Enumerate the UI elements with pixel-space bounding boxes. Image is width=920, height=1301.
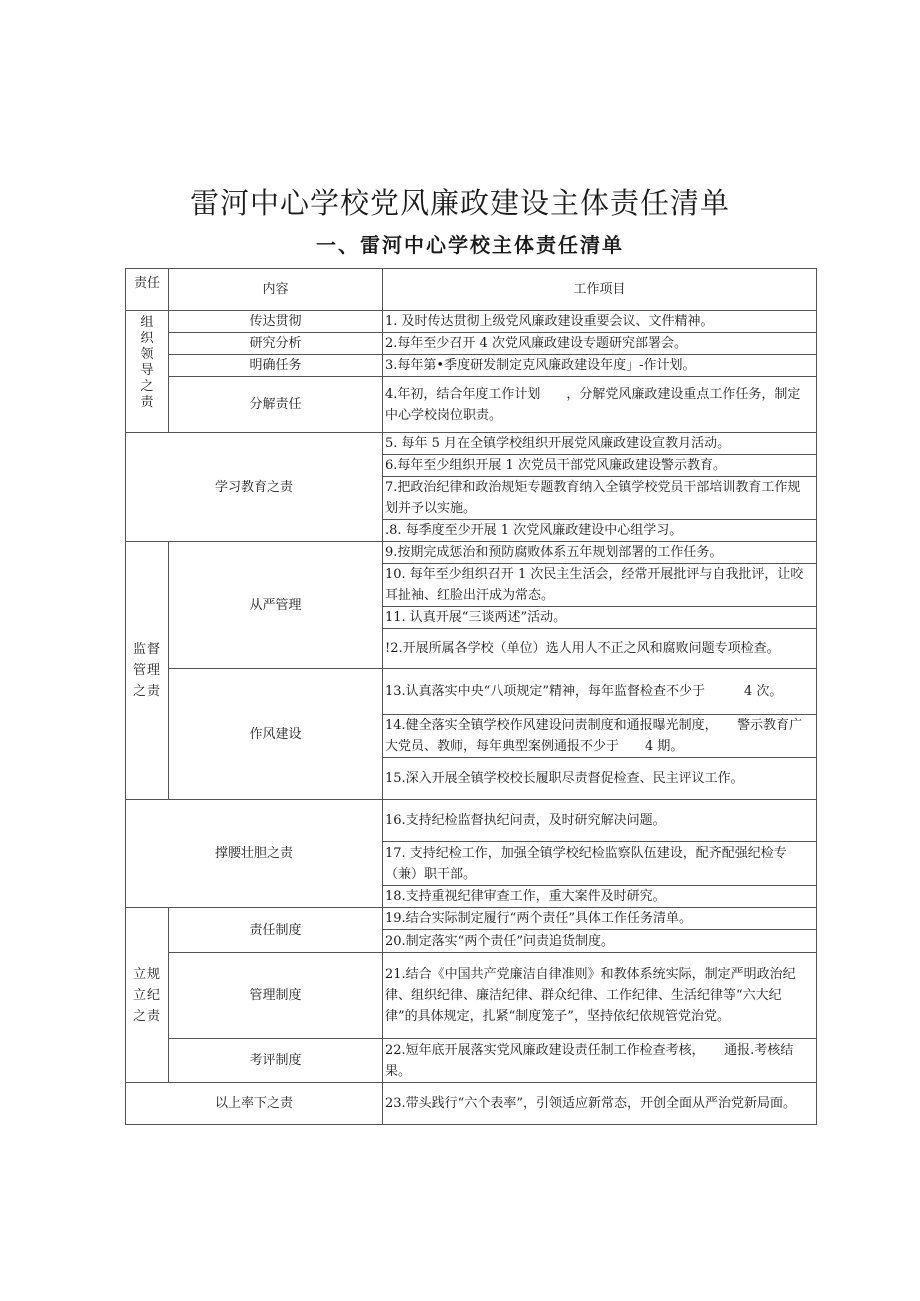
- table-row: [126, 433, 817, 455]
- item-cell: 13.认真落实中央“八项规定”精神，每年监督检查不少于 4 次。: [383, 669, 817, 715]
- item-cell: 6.每年至少组织开展 1 次党员干部党风廉政建设警示教育。: [383, 455, 817, 477]
- category-label: 立规立纪之责: [133, 966, 162, 1024]
- table-row: [126, 800, 817, 842]
- table-header-row: [126, 269, 817, 311]
- item-cell: .8. 每季度至少开展 1 次党风廉政建设中心组学习。: [383, 520, 817, 542]
- category-education: 学习教育之责: [126, 433, 383, 542]
- item-cell: 10. 每年至少组织召开 1 次民主生活会，经常开展批评与自我批评，让咬耳扯袖、红脸出汗成为常态。: [383, 564, 817, 607]
- item-cell: 17. 支持纪检工作，加强全镇学校纪检监察队伍建设，配齐配强纪检专（兼）职干部。: [383, 842, 817, 886]
- item-cell: 20.制定落实“两个责任”问责追货制度。: [383, 930, 817, 953]
- page-title: 雷河中心学校党风廉政建设主体责任清单: [189, 186, 730, 220]
- content-cell: 研究分析: [169, 333, 383, 355]
- category-supervision: [126, 542, 169, 800]
- table-row: [126, 333, 817, 355]
- header-responsibility: 责任: [126, 269, 169, 311]
- table-row: [126, 1083, 817, 1125]
- responsibility-table: [125, 268, 817, 1125]
- page-subtitle: 一、雷河中心学校主体责任清单: [316, 233, 624, 257]
- content-cell: 责任制度: [169, 908, 383, 953]
- item-cell: 22.短年底开展落实党风廉政建设责任制工作检查考核， 通报.考核结果。: [383, 1039, 817, 1083]
- content-cell: 分解责任: [169, 377, 383, 433]
- item-cell: 2.每年至少召开 4 次党风廉政建设专题研究部署会。: [383, 333, 817, 355]
- content-cell: 作风建设: [169, 669, 383, 800]
- item-cell: 14.健全落实全镇学校作风建设问责制度和通报曝光制度， 警示教育广大党员、教师，每年典型案例通报不少于 4 期。: [383, 715, 817, 758]
- content-cell: 管理制度: [169, 953, 383, 1039]
- content-cell: 从严管理: [169, 542, 383, 669]
- header-items: 工作项目: [383, 269, 817, 311]
- item-cell: 11. 认真开展“三谈两述”活动。: [383, 607, 817, 629]
- content-cell: 明确任务: [169, 355, 383, 377]
- item-cell: 18.支持重视纪律审查工作，重大案件及时研究。: [383, 886, 817, 908]
- item-cell: 21.结合《中国共产党廉洁自律准则》和教体系统实际，制定严明政治纪律、组织纪律、廉洁纪律、群众纪律、工作纪律、生活纪律等“六大纪律”的具体规定，扎紧“制度笼子”，坚持依纪依规管党治党。: [383, 953, 817, 1039]
- item-cell: 7.把政治纪律和政治规矩专题教育纳入全镇学校党员干部培训教育工作规划并予以实施。: [383, 477, 817, 520]
- table-row: [126, 1039, 817, 1083]
- header-content: 内容: [169, 269, 383, 311]
- item-cell: 19.结合实际制定履行“两个责任”具体工作任务清单。: [383, 908, 817, 930]
- item-cell: 5. 每年 5 月在全镇学校组织开展党风廉政建设宣教月活动。: [383, 433, 817, 455]
- item-cell: 23.带头践行“六个表率”，引领适应新常态，开创全面从严治党新局面。: [383, 1083, 817, 1125]
- table-row: [126, 377, 817, 433]
- category-label: 监督管理之责: [133, 642, 162, 699]
- table-row: [126, 355, 817, 377]
- category-support: 撑腰壮胆之责: [126, 800, 383, 908]
- table-row: [126, 908, 817, 930]
- item-cell: !2.开展所属各学校（单位）选人用人不正之风和腐败问题专项检查。: [383, 629, 817, 669]
- table-row: [126, 542, 817, 564]
- item-cell: 3.每年第•季度研发制定克风廉政建设年度」-作计划。: [383, 355, 817, 377]
- item-cell: 1. 及时传达贯彻上级党风廉政建设重要会议、文件精神。: [383, 311, 817, 333]
- item-cell: 4.年初，结合年度工作计划 ，分解党风廉政建设重点工作任务，制定中心学校岗位职责。: [383, 377, 817, 433]
- item-cell: 16.支持纪检监督执纪问责，及时研究解决问题。: [383, 800, 817, 842]
- item-cell: 15.深入开展全镇学校校长履职尽责督促检查、民主评议工作。: [383, 758, 817, 800]
- item-cell: 9.按期完成惩治和预防腐败体系五年规划部署的工作任务。: [383, 542, 817, 564]
- content-cell: 考评制度: [169, 1039, 383, 1083]
- category-rules: [126, 908, 169, 1083]
- table-row: [126, 311, 817, 333]
- table-row: [126, 669, 817, 715]
- content-cell: 传达贯彻: [169, 311, 383, 333]
- table-row: [126, 953, 817, 1039]
- category-label: 组织领导之责: [140, 315, 154, 410]
- category-leadership: [126, 311, 169, 433]
- category-example: 以上率下之责: [126, 1083, 383, 1125]
